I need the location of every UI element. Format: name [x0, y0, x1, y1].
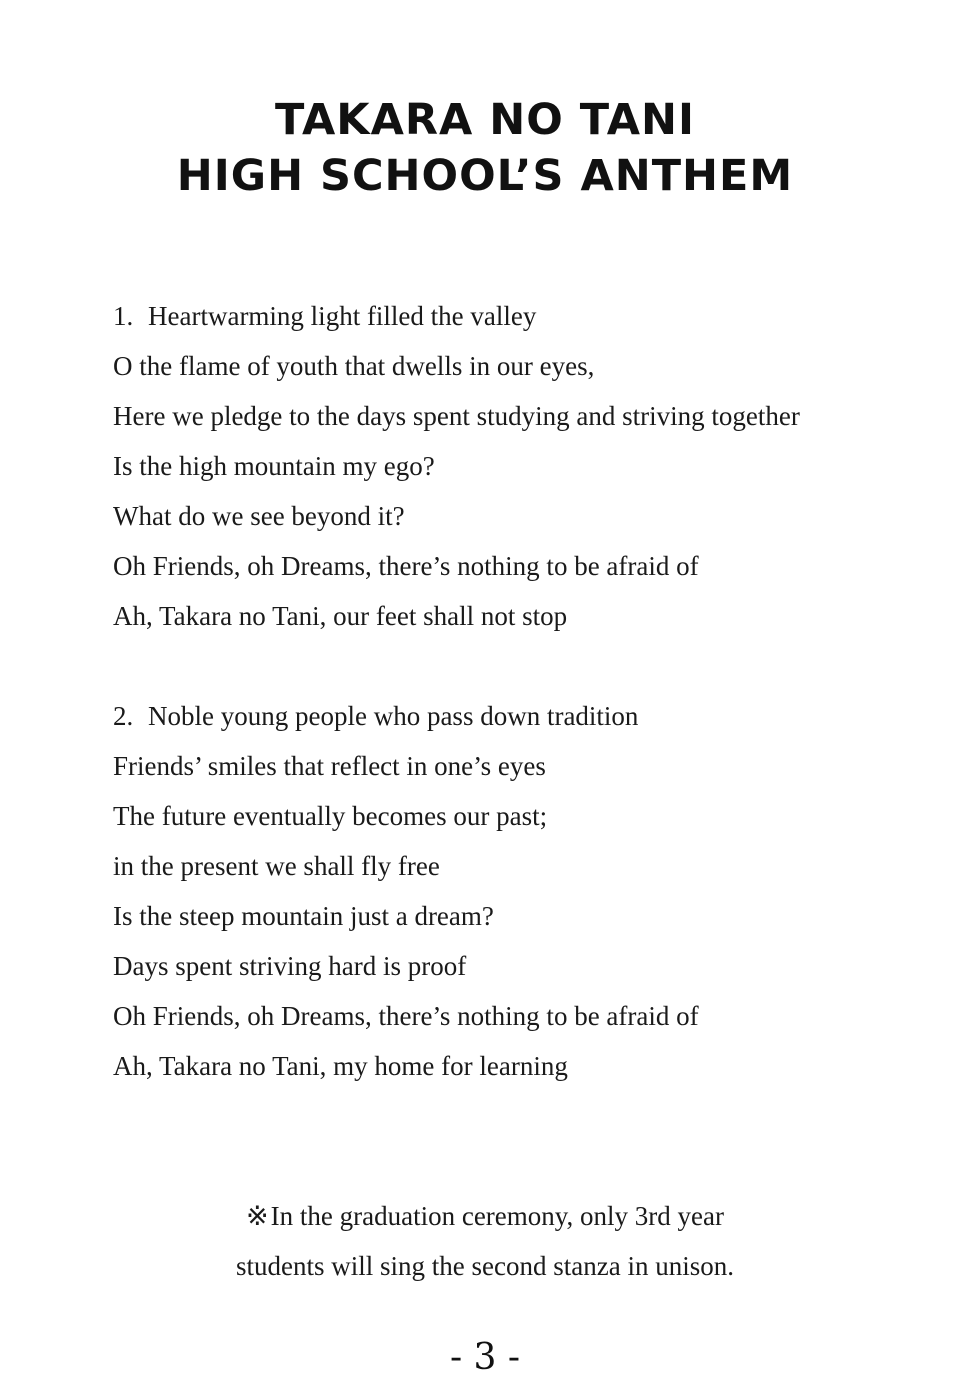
anthem-title [0, 92, 970, 204]
reference-mark-icon: ※ [246, 1201, 269, 1231]
note-line-1 [0, 1191, 970, 1241]
verse-1 [113, 291, 800, 641]
note-line-2: students will sing the second stanza in unison. [236, 1251, 734, 1281]
verse-line [113, 691, 699, 741]
verse-number: 2. [113, 701, 134, 731]
page-number: - 3 - [449, 1337, 521, 1378]
verse-line: What do we see beyond it? [113, 501, 405, 531]
verse-line: Is the steep mountain just a dream? [113, 901, 494, 931]
verse-line: O the flame of youth that dwells in our eyes, [113, 351, 595, 381]
verse-line [113, 291, 800, 341]
verse-line: in the present we shall fly free [113, 851, 440, 881]
verse-line: Friends’ smiles that reflect in one’s eyes [113, 751, 546, 781]
verse-line-text: Heartwarming light filled the valley [148, 301, 537, 331]
verse-line: Ah, Takara no Tani, my home for learning [113, 1051, 568, 1081]
verse-line: Ah, Takara no Tani, our feet shall not stop [113, 601, 568, 631]
verse-line: Days spent striving hard is proof [113, 951, 467, 981]
verse-line: The future eventually becomes our past; [113, 801, 548, 831]
verse-2 [113, 691, 699, 1091]
note-text-1: In the graduation ceremony, only 3rd year [270, 1201, 724, 1231]
anthem-title-line-2: HIGH SCHOOL’S ANTHEM [176, 151, 794, 201]
verse-line: Here we pledge to the days spent studying and striving together [113, 401, 800, 431]
ceremony-note [0, 1191, 970, 1291]
verse-number: 1. [113, 301, 134, 331]
verse-line: Oh Friends, oh Dreams, there’s nothing to be afraid of [113, 1001, 699, 1031]
anthem-title-line-1: TAKARA NO TANI [274, 95, 695, 145]
verse-line-text: Noble young people who pass down tradition [148, 701, 639, 731]
verse-line: Oh Friends, oh Dreams, there’s nothing to be afraid of [113, 551, 699, 581]
verse-line: Is the high mountain my ego? [113, 451, 435, 481]
